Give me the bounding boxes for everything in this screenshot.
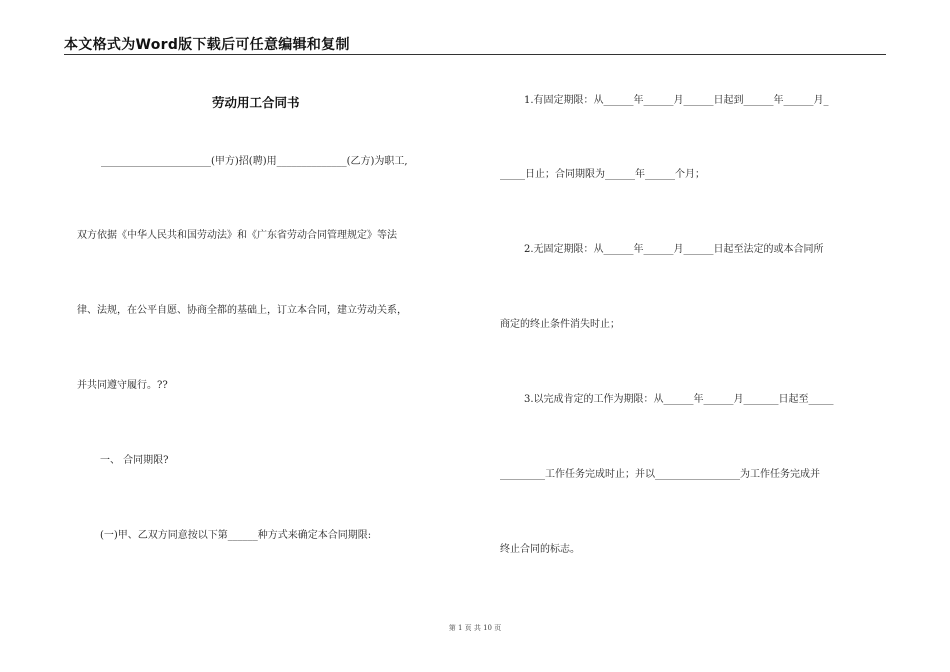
left-line-6: (一)甲、乙双方同意按以下第______种方式来确定本合同期限: <box>100 530 372 541</box>
left-line-1: ______________________(甲方)招(聘)用______________(乙方)为职工, <box>101 156 408 167</box>
page-number: 第 1 页 共 10 页 <box>448 624 502 632</box>
document-title: 劳动用工合同书 <box>212 95 300 110</box>
right-line-5: 3.以完成肯定的工作为期限：从______年______月_______日起至_____ <box>524 394 834 405</box>
left-line-3: 律、法规，在公平自愿、协商全都的基础上，订立本合同，建立劳动关系， <box>77 305 407 316</box>
section-heading-contract-term: 一、 合同期限? <box>100 455 169 466</box>
left-line-2: 双方依据《中华人民共和国劳动法》和《广东省劳动合同管理规定》等法 <box>77 230 397 241</box>
header-divider <box>64 54 886 55</box>
left-line-4: 并共同遵守履行。?? <box>77 380 168 391</box>
right-line-6: _________工作任务完成时止；并以_________________为工作任务完成并 <box>500 469 820 480</box>
right-line-1: 1.有固定期限：从______年______月______日起到______年______月_ <box>524 95 829 106</box>
right-line-4: 商定的终止条件消失时止； <box>500 319 620 330</box>
right-line-2: _____日止；合同期限为______年______个月； <box>500 169 705 180</box>
right-line-3: 2.无固定期限：从______年______月______日起至法定的或本合同所 <box>524 244 824 255</box>
right-line-7: 终止合同的标志。 <box>500 544 580 555</box>
header-title: 本文格式为Word版下载后可任意编辑和复制 <box>64 37 350 53</box>
